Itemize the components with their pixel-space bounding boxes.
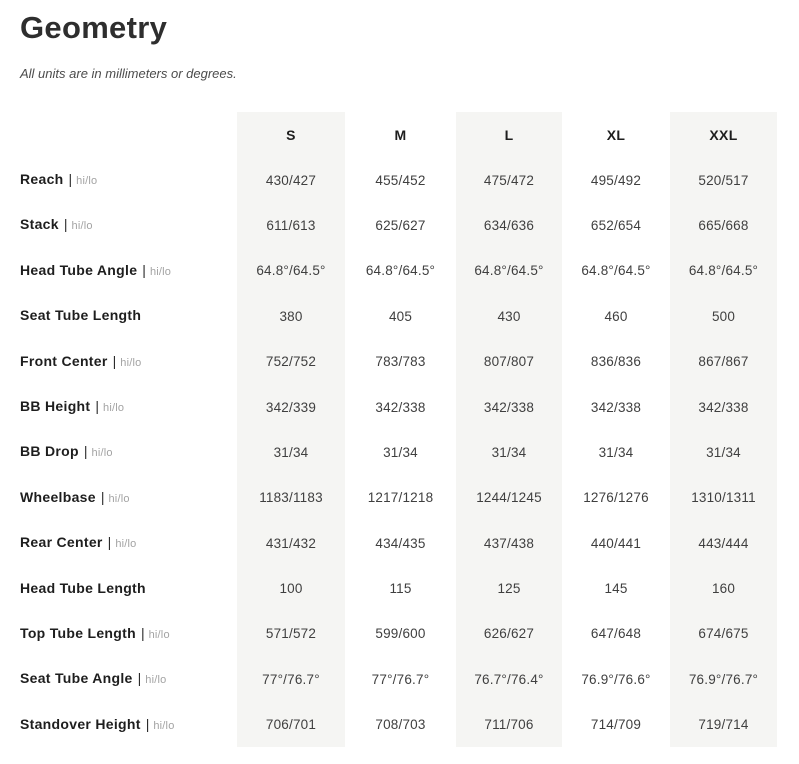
- table-cell: 64.8°/64.5°: [365, 263, 436, 279]
- table-cell: 475/472: [456, 157, 562, 202]
- table-cell: 647/648: [590, 626, 642, 642]
- column-header-xl: XL: [606, 126, 626, 143]
- row-label: [20, 657, 237, 702]
- row-label: [20, 611, 237, 656]
- table-row: [20, 384, 777, 429]
- table-cell: 571/572: [237, 611, 345, 656]
- column-header-m: M: [394, 126, 407, 143]
- table-cell: 500: [670, 294, 777, 339]
- hi-lo-suffix: hi/lo: [108, 492, 130, 505]
- table-cell: 342/338: [375, 399, 426, 415]
- hi-lo-suffix: hi/lo: [91, 447, 113, 460]
- table-cell: 599/600: [375, 626, 426, 642]
- hi-lo-suffix: hi/lo: [149, 265, 172, 278]
- row-label: [20, 430, 237, 475]
- header-row: [20, 112, 777, 157]
- label-separator: |: [107, 534, 112, 551]
- row-label-text: Rear Center: [20, 534, 103, 551]
- hi-lo-suffix: hi/lo: [103, 402, 125, 415]
- row-label-text: Seat Tube Length: [20, 307, 142, 324]
- label-separator: |: [142, 261, 146, 278]
- column-header-xxl: XXL: [670, 112, 777, 157]
- row-label: [20, 521, 237, 566]
- table-row: [20, 203, 777, 248]
- table-cell: 64.8°/64.5°: [670, 248, 777, 293]
- row-label-text: Reach: [20, 171, 64, 188]
- table-cell: 626/627: [456, 611, 562, 656]
- table-row: [20, 339, 777, 384]
- label-separator: |: [145, 715, 150, 732]
- table-cell: 1217/1218: [367, 490, 434, 506]
- column-header-l: L: [456, 112, 562, 157]
- table-cell: 77°/76.7°: [371, 671, 430, 687]
- table-cell: 64.8°/64.5°: [237, 248, 345, 293]
- label-separator: |: [63, 216, 68, 233]
- table-cell: 455/452: [375, 172, 426, 188]
- table-row: [20, 611, 777, 656]
- table-row: [20, 566, 777, 611]
- label-separator: |: [95, 398, 100, 415]
- table-cell: 342/338: [456, 384, 562, 429]
- table-cell: 807/807: [456, 339, 562, 384]
- row-label: [20, 339, 237, 384]
- table-cell: 1276/1276: [583, 490, 649, 506]
- table-cell: 495/492: [590, 172, 642, 188]
- table-cell: 64.8°/64.5°: [456, 248, 562, 293]
- table-cell: 31/34: [670, 430, 777, 475]
- table-cell: 342/339: [237, 384, 345, 429]
- table-cell: 520/517: [670, 157, 777, 202]
- label-separator: |: [140, 624, 145, 641]
- table-cell: 31/34: [237, 430, 345, 475]
- row-label: [20, 702, 237, 747]
- hi-lo-suffix: hi/lo: [153, 719, 175, 732]
- table-cell: 431/432: [237, 521, 345, 566]
- table-cell: 76.9°/76.6°: [581, 671, 651, 687]
- row-label: [20, 203, 237, 248]
- label-separator: |: [112, 352, 117, 369]
- table-cell: 64.8°/64.5°: [581, 263, 651, 279]
- row-label: [20, 384, 237, 429]
- table-row: [20, 521, 777, 566]
- table-cell: 115: [389, 581, 412, 597]
- row-label-text: Seat Tube Angle: [20, 670, 133, 687]
- table-cell: 783/783: [375, 354, 426, 370]
- table-cell: 430: [456, 294, 562, 339]
- row-label-text: BB Drop: [20, 443, 79, 460]
- table-row: [20, 294, 777, 339]
- table-cell: 674/675: [670, 611, 777, 656]
- row-label-text: Front Center: [20, 352, 108, 369]
- table-cell: 100: [237, 566, 345, 611]
- header-spacer: [20, 112, 237, 157]
- table-cell: 31/34: [598, 444, 634, 460]
- table-row: [20, 475, 777, 520]
- table-cell: 145: [604, 581, 628, 597]
- table-cell: 77°/76.7°: [237, 657, 345, 702]
- label-separator: |: [83, 443, 88, 460]
- table-cell: 443/444: [670, 521, 777, 566]
- table-cell: 836/836: [590, 354, 642, 370]
- table-cell: 719/714: [670, 702, 777, 747]
- hi-lo-suffix: hi/lo: [71, 220, 93, 233]
- table-cell: 76.9°/76.7°: [670, 657, 777, 702]
- table-cell: 1310/1311: [670, 475, 777, 520]
- table-cell: 342/338: [670, 384, 777, 429]
- label-separator: |: [68, 171, 73, 188]
- row-label: [20, 475, 237, 520]
- hi-lo-suffix: hi/lo: [145, 674, 167, 687]
- table-cell: 437/438: [456, 521, 562, 566]
- table-row: [20, 430, 777, 475]
- row-label-text: Wheelbase: [20, 488, 96, 505]
- table-cell: 430/427: [237, 157, 345, 202]
- table-cell: 611/613: [237, 203, 345, 248]
- row-label-text: Head Tube Length: [20, 579, 146, 596]
- table-cell: 665/668: [670, 203, 777, 248]
- page-title: Geometry: [20, 10, 168, 45]
- label-separator: |: [137, 670, 142, 687]
- table-cell: 714/709: [590, 717, 642, 733]
- table-cell: 76.7°/76.4°: [456, 657, 562, 702]
- table-cell: 380: [237, 294, 345, 339]
- table-cell: 711/706: [456, 702, 562, 747]
- table-cell: 625/627: [375, 217, 426, 233]
- table-cell: 867/867: [670, 339, 777, 384]
- geometry-table: [20, 112, 777, 747]
- hi-lo-suffix: hi/lo: [120, 356, 142, 369]
- row-label: [20, 566, 237, 611]
- row-label: [20, 157, 237, 202]
- table-cell: 652/654: [590, 217, 642, 233]
- table-cell: 752/752: [237, 339, 345, 384]
- hi-lo-suffix: hi/lo: [76, 175, 98, 188]
- table-cell: 706/701: [237, 702, 345, 747]
- table-cell: 440/441: [590, 535, 642, 551]
- table-cell: 31/34: [383, 444, 418, 460]
- row-label-text: BB Height: [20, 398, 91, 415]
- table-cell: 405: [388, 308, 413, 324]
- row-label-text: Standover Height: [20, 715, 141, 732]
- table-cell: 1183/1183: [237, 475, 345, 520]
- table-cell: 160: [670, 566, 777, 611]
- row-label-text: Top Tube Length: [20, 624, 136, 641]
- table-cell: 434/435: [375, 535, 426, 551]
- table-cell: 460: [604, 308, 628, 324]
- table-cell: 125: [456, 566, 562, 611]
- units-note: All units are in millimeters or degrees.: [20, 66, 237, 81]
- table-row: [20, 702, 777, 747]
- table-cell: 1244/1245: [456, 475, 562, 520]
- table-row: [20, 157, 777, 202]
- row-label: [20, 294, 237, 339]
- table-cell: 634/636: [456, 203, 562, 248]
- hi-lo-suffix: hi/lo: [115, 538, 137, 551]
- table-cell: 342/338: [590, 399, 642, 415]
- table-row: [20, 248, 777, 293]
- table-cell: 708/703: [375, 717, 426, 733]
- label-separator: |: [100, 488, 105, 505]
- column-header-s: S: [237, 112, 345, 157]
- row-label-text: Stack: [20, 216, 59, 233]
- row-label: [20, 248, 237, 293]
- row-label-text: Head Tube Angle: [20, 261, 138, 278]
- hi-lo-suffix: hi/lo: [148, 628, 170, 641]
- table-row: [20, 657, 777, 702]
- table-cell: 31/34: [456, 430, 562, 475]
